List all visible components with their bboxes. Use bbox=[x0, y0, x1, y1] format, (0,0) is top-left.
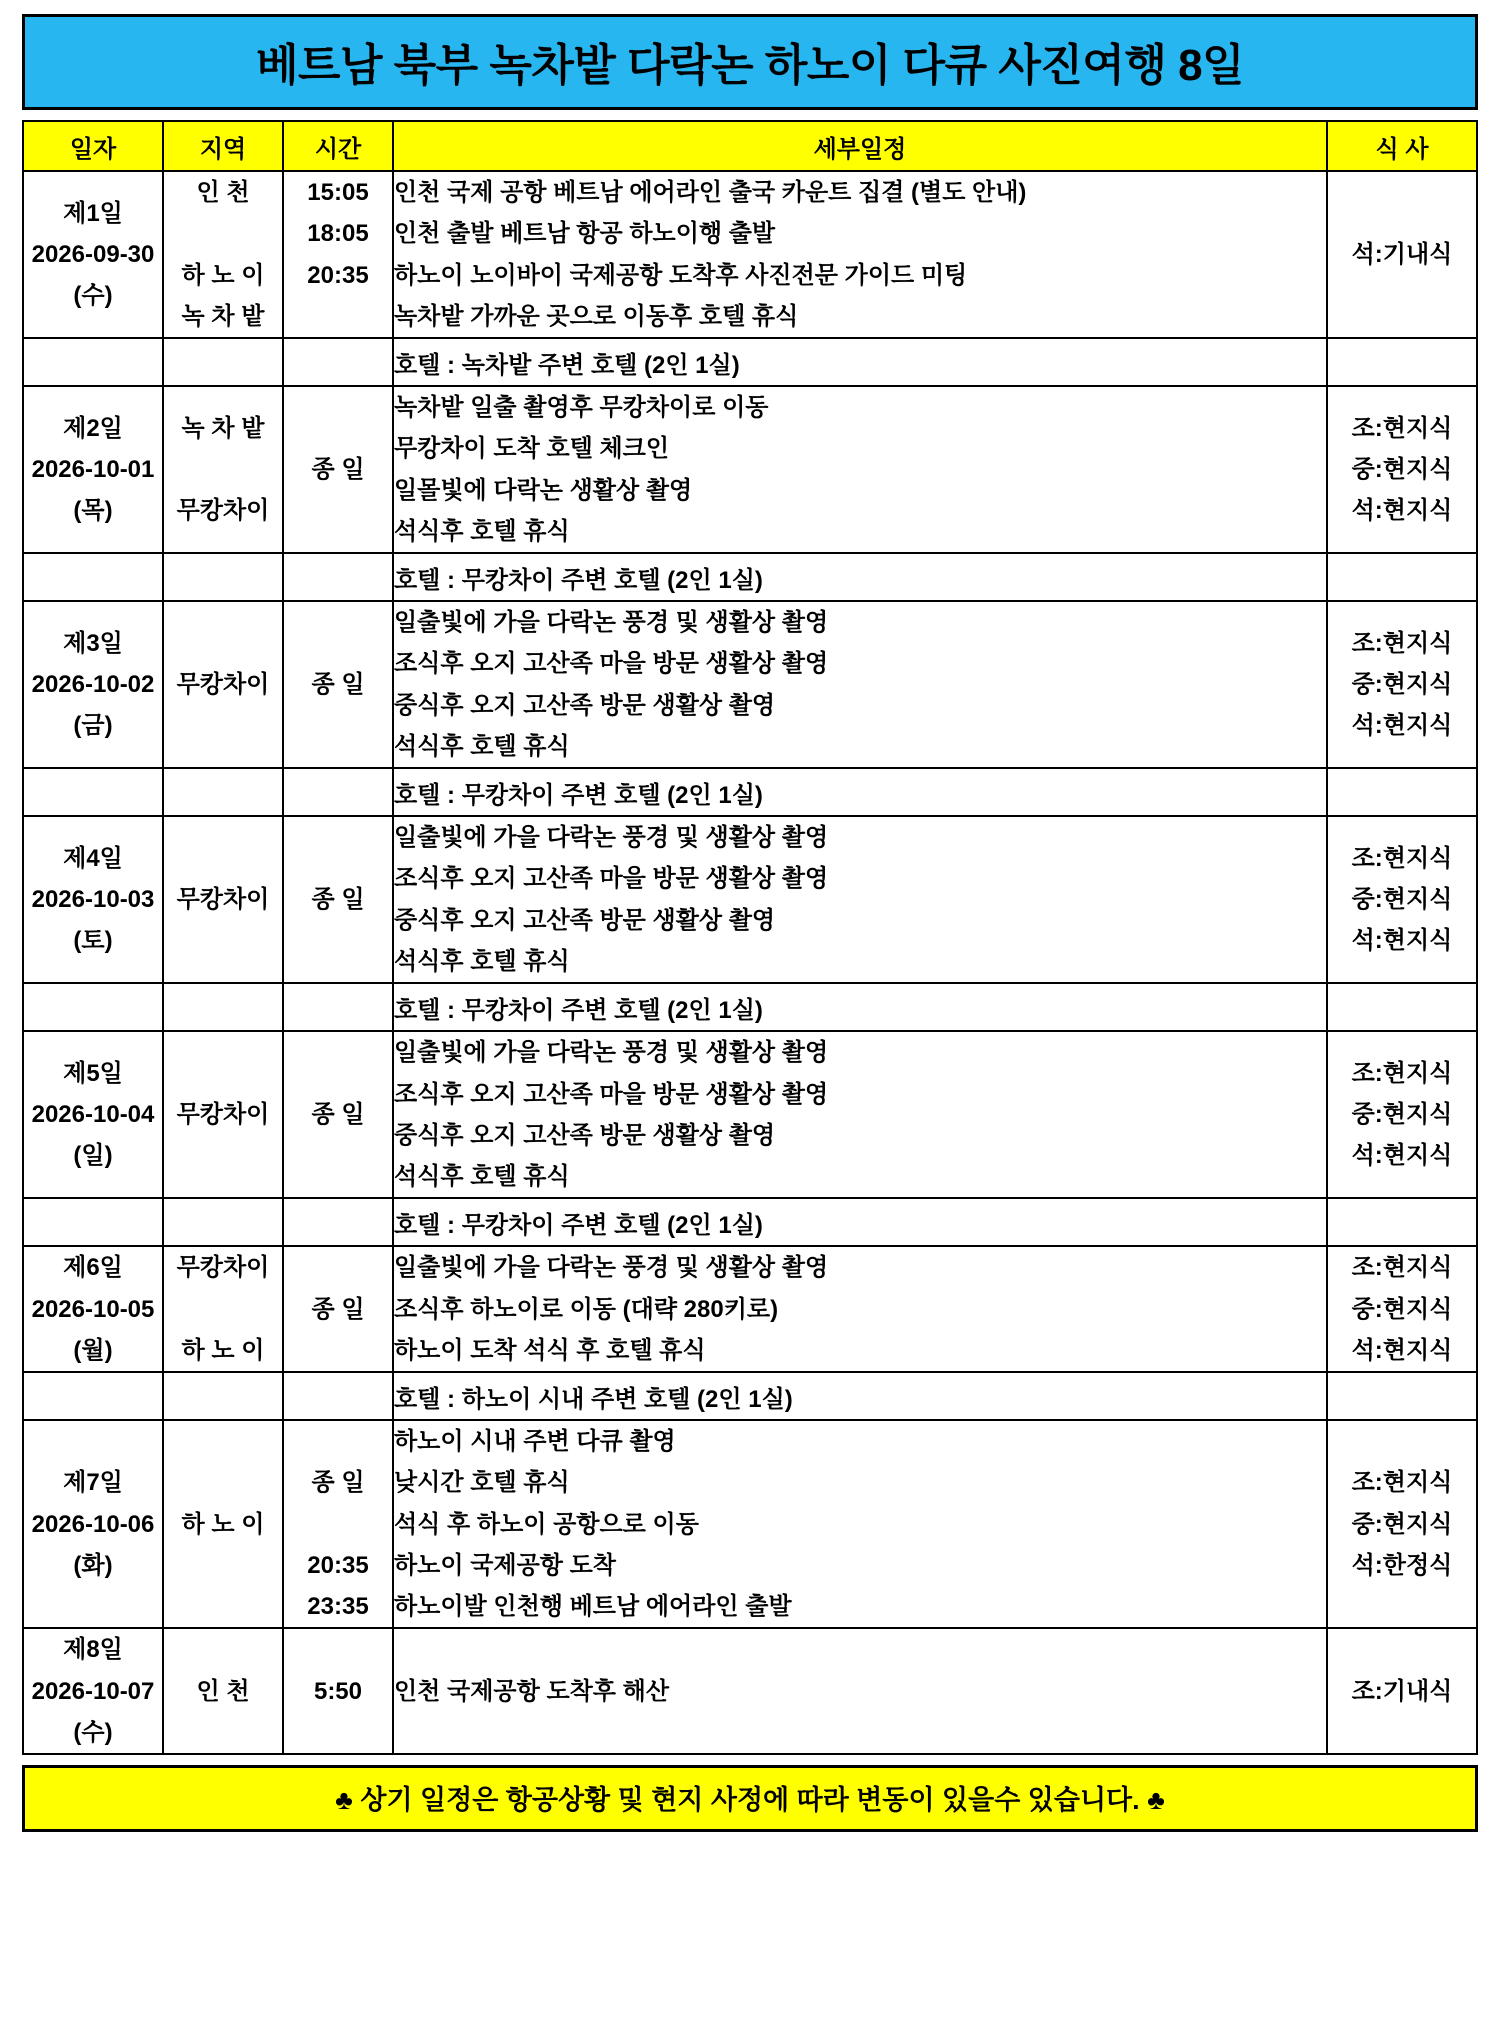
day-area-line: 무캉차이 bbox=[176, 497, 270, 525]
day-area-line: 하 노 이 bbox=[181, 1510, 265, 1538]
day-detail-line: 일몰빛에 다락논 생활상 촬영 bbox=[394, 476, 693, 504]
day-area bbox=[163, 386, 283, 553]
hotel-row bbox=[23, 338, 1477, 386]
day-meal-line: 석:현지식 bbox=[1351, 1336, 1453, 1364]
day-meal-line: 중:현지식 bbox=[1351, 1101, 1453, 1129]
day-detail-line: 석식후 호텔 휴식 bbox=[394, 947, 570, 975]
hotel-row-blank-meal bbox=[1327, 1372, 1477, 1420]
day-detail-line: 조식후 오지 고산족 마을 방문 생활상 촬영 bbox=[394, 1080, 829, 1108]
day-meal bbox=[1327, 386, 1477, 553]
day-meal bbox=[1327, 816, 1477, 983]
day-area bbox=[163, 1628, 283, 1754]
day-date bbox=[23, 1246, 163, 1372]
day-area-line: 무캉차이 bbox=[176, 1254, 270, 1282]
hotel-row-blank-date bbox=[23, 1372, 163, 1420]
day-detail-line: 석식 후 하노이 공항으로 이동 bbox=[394, 1510, 699, 1538]
day-date-line: (토) bbox=[73, 927, 113, 955]
hotel-row-blank-area bbox=[163, 1198, 283, 1246]
day-meal bbox=[1327, 1628, 1477, 1754]
day-detail-line: 하노이 노이바이 국제공항 도착후 사진전문 가이드 미팅 bbox=[394, 261, 968, 289]
day-time-line: 20:35 bbox=[307, 261, 369, 289]
day-detail bbox=[393, 1031, 1327, 1198]
day-meal-line: 조:현지식 bbox=[1351, 629, 1453, 657]
hotel-row-blank-meal bbox=[1327, 983, 1477, 1031]
hotel-info: 호텔 : 무캉차이 주변 호텔 (2인 1실) bbox=[393, 768, 1327, 816]
day-area-line: 녹 차 밭 bbox=[181, 302, 265, 330]
day-date-line: 2026-10-02 bbox=[31, 671, 155, 699]
day-detail-line: 석식후 호텔 휴식 bbox=[394, 732, 570, 760]
table-row bbox=[23, 1628, 1477, 1754]
day-date-line: 2026-10-01 bbox=[31, 455, 155, 483]
day-detail bbox=[393, 1420, 1327, 1628]
day-area-line: 무캉차이 bbox=[176, 886, 270, 914]
day-date-line: (월) bbox=[73, 1336, 113, 1364]
hotel-info: 호텔 : 녹차밭 주변 호텔 (2인 1실) bbox=[393, 338, 1327, 386]
day-date-line: 제4일 bbox=[63, 844, 123, 872]
day-time-line: 종 일 bbox=[311, 671, 365, 699]
hotel-row-blank-area bbox=[163, 1372, 283, 1420]
day-date bbox=[23, 816, 163, 983]
page-title: 베트남 북부 녹차밭 다락논 하노이 다큐 사진여행 8일 bbox=[22, 14, 1478, 110]
day-detail-line: 석식후 호텔 휴식 bbox=[394, 1163, 570, 1191]
day-area-line: 녹 차 밭 bbox=[181, 414, 265, 442]
column-header-detail: 세부일정 bbox=[393, 121, 1327, 171]
day-time bbox=[283, 171, 393, 338]
day-date-line: (일) bbox=[73, 1142, 113, 1170]
day-detail-line: 낮시간 호텔 휴식 bbox=[394, 1469, 570, 1497]
hotel-row-blank-date bbox=[23, 983, 163, 1031]
day-meal-line: 조:현지식 bbox=[1351, 1469, 1453, 1497]
day-meal bbox=[1327, 171, 1477, 338]
day-date-line: 제7일 bbox=[63, 1469, 123, 1497]
day-date-line: 2026-10-05 bbox=[31, 1295, 155, 1323]
day-area-line bbox=[164, 1289, 282, 1330]
day-detail-line: 무캉차이 도착 호텔 체크인 bbox=[394, 435, 670, 463]
day-detail-line: 하노이발 인천행 베트남 에어라인 출발 bbox=[394, 1593, 792, 1621]
hotel-row-blank-date bbox=[23, 1198, 163, 1246]
day-meal-line: 조:기내식 bbox=[1351, 1677, 1453, 1705]
day-meal-line: 조:현지식 bbox=[1351, 1254, 1453, 1282]
column-header-date: 일자 bbox=[23, 121, 163, 171]
day-date-line: 제5일 bbox=[63, 1059, 123, 1087]
day-time bbox=[283, 1031, 393, 1198]
day-date-line: 제8일 bbox=[63, 1636, 123, 1664]
hotel-row-blank-meal bbox=[1327, 338, 1477, 386]
day-time-line: 18:05 bbox=[307, 220, 369, 248]
day-date bbox=[23, 386, 163, 553]
hotel-info: 호텔 : 무캉차이 주변 호텔 (2인 1실) bbox=[393, 553, 1327, 601]
day-meal bbox=[1327, 1246, 1477, 1372]
hotel-row-blank-area bbox=[163, 553, 283, 601]
day-meal-line: 중:현지식 bbox=[1351, 886, 1453, 914]
day-time-line: 종 일 bbox=[311, 455, 365, 483]
day-detail bbox=[393, 171, 1327, 338]
day-detail-line: 인천 국제 공항 베트남 에어라인 출국 카운트 집결 (별도 안내) bbox=[394, 179, 1027, 206]
day-detail-line: 중식후 오지 고산족 방문 생활상 촬영 bbox=[394, 906, 776, 934]
day-time-line: 5:50 bbox=[313, 1677, 363, 1705]
day-detail-line: 조식후 오지 고산족 마을 방문 생활상 촬영 bbox=[394, 865, 829, 893]
day-time-line: 종 일 bbox=[311, 1101, 365, 1129]
column-header-area: 지역 bbox=[163, 121, 283, 171]
day-area bbox=[163, 601, 283, 768]
table-row bbox=[23, 171, 1477, 338]
day-detail-line: 녹차밭 일출 촬영후 무캉차이로 이동 bbox=[394, 394, 769, 422]
day-meal-line: 석:현지식 bbox=[1351, 927, 1453, 955]
day-detail bbox=[393, 1628, 1327, 1754]
hotel-row-blank-time bbox=[283, 553, 393, 601]
day-detail-line: 일출빛에 가을 다락논 풍경 및 생활상 촬영 bbox=[394, 824, 829, 852]
day-time-line: 종 일 bbox=[311, 1469, 365, 1497]
day-date-line: (금) bbox=[73, 712, 113, 740]
day-detail-line: 중식후 오지 고산족 방문 생활상 촬영 bbox=[394, 1121, 776, 1149]
day-detail-line: 하노이 도착 석식 후 호텔 휴식 bbox=[394, 1336, 706, 1364]
hotel-row-blank-time bbox=[283, 338, 393, 386]
day-area bbox=[163, 1246, 283, 1372]
footer-note: ♣ 상기 일정은 항공상황 및 현지 사정에 따라 변동이 있을수 있습니다. ♣ bbox=[22, 1765, 1478, 1832]
day-date-line: (목) bbox=[73, 497, 113, 525]
day-time bbox=[283, 1420, 393, 1628]
day-meal-line: 중:현지식 bbox=[1351, 671, 1453, 699]
day-area bbox=[163, 1420, 283, 1628]
day-date-line: (수) bbox=[73, 1718, 113, 1746]
itinerary-body bbox=[23, 171, 1477, 1754]
day-date bbox=[23, 1628, 163, 1754]
day-detail-line: 인천 출발 베트남 항공 하노이행 출발 bbox=[394, 220, 776, 248]
hotel-row-blank-meal bbox=[1327, 1198, 1477, 1246]
day-area-line bbox=[164, 449, 282, 490]
day-date-line: 제2일 bbox=[63, 414, 123, 442]
hotel-row-blank-time bbox=[283, 768, 393, 816]
day-meal-line: 중:현지식 bbox=[1351, 1295, 1453, 1323]
day-area-line: 인 천 bbox=[196, 1677, 250, 1705]
table-header-row bbox=[23, 121, 1477, 171]
hotel-row-blank-area bbox=[163, 983, 283, 1031]
day-date-line: 2026-10-06 bbox=[31, 1510, 155, 1538]
hotel-info: 호텔 : 하노이 시내 주변 호텔 (2인 1실) bbox=[393, 1372, 1327, 1420]
table-row bbox=[23, 1031, 1477, 1198]
hotel-row-blank-meal bbox=[1327, 768, 1477, 816]
day-meal-line: 조:현지식 bbox=[1351, 1059, 1453, 1087]
hotel-row bbox=[23, 553, 1477, 601]
hotel-row-blank-date bbox=[23, 338, 163, 386]
day-time bbox=[283, 1246, 393, 1372]
day-date-line: (수) bbox=[73, 282, 113, 310]
day-detail-line: 일출빛에 가을 다락논 풍경 및 생활상 촬영 bbox=[394, 1254, 829, 1282]
day-meal-line: 중:현지식 bbox=[1351, 1510, 1453, 1538]
day-detail-line: 석식후 호텔 휴식 bbox=[394, 517, 570, 545]
day-date bbox=[23, 1420, 163, 1628]
day-detail bbox=[393, 816, 1327, 983]
day-meal bbox=[1327, 1031, 1477, 1198]
day-meal-line: 석:현지식 bbox=[1351, 497, 1453, 525]
day-date-line: 제1일 bbox=[63, 199, 123, 227]
day-meal-line: 석:현지식 bbox=[1351, 712, 1453, 740]
day-date-line: 2026-10-07 bbox=[31, 1677, 155, 1705]
day-detail-line: 조식후 하노이로 이동 (대략 280키로) bbox=[394, 1295, 779, 1323]
hotel-row bbox=[23, 983, 1477, 1031]
day-time-line bbox=[284, 296, 392, 337]
day-meal-line: 석:한정식 bbox=[1351, 1551, 1453, 1579]
day-detail-line: 녹차밭 가까운 곳으로 이동후 호텔 휴식 bbox=[394, 302, 799, 330]
hotel-row-blank-date bbox=[23, 553, 163, 601]
day-area bbox=[163, 171, 283, 338]
day-detail-line: 일출빛에 가을 다락논 풍경 및 생활상 촬영 bbox=[394, 609, 829, 637]
day-detail-line: 중식후 오지 고산족 방문 생활상 촬영 bbox=[394, 691, 776, 719]
day-detail bbox=[393, 1246, 1327, 1372]
day-date-line: 2026-09-30 bbox=[31, 240, 155, 268]
day-time bbox=[283, 601, 393, 768]
day-meal-line: 조:현지식 bbox=[1351, 414, 1453, 442]
day-area-line: 무캉차이 bbox=[176, 1101, 270, 1129]
day-meal-line: 중:현지식 bbox=[1351, 455, 1453, 483]
day-time-line: 20:35 bbox=[307, 1551, 369, 1579]
day-area-line bbox=[164, 213, 282, 254]
hotel-row bbox=[23, 768, 1477, 816]
day-date bbox=[23, 171, 163, 338]
day-time bbox=[283, 1628, 393, 1754]
hotel-row-blank-area bbox=[163, 768, 283, 816]
day-area-line: 인 천 bbox=[196, 179, 250, 206]
day-date-line: 2026-10-04 bbox=[31, 1101, 155, 1129]
hotel-row-blank-meal bbox=[1327, 553, 1477, 601]
day-date-line: 2026-10-03 bbox=[31, 886, 155, 914]
day-detail-line: 조식후 오지 고산족 마을 방문 생활상 촬영 bbox=[394, 650, 829, 678]
day-detail-line: 하노이 국제공항 도착 bbox=[394, 1551, 616, 1579]
hotel-info: 호텔 : 무캉차이 주변 호텔 (2인 1실) bbox=[393, 983, 1327, 1031]
itinerary-table bbox=[22, 120, 1478, 1755]
day-detail bbox=[393, 386, 1327, 553]
day-area-line: 무캉차이 bbox=[176, 671, 270, 699]
day-time-line: 23:35 bbox=[307, 1593, 369, 1621]
hotel-row-blank-date bbox=[23, 768, 163, 816]
day-detail-line: 인천 국제공항 도착후 해산 bbox=[394, 1677, 670, 1705]
hotel-info: 호텔 : 무캉차이 주변 호텔 (2인 1실) bbox=[393, 1198, 1327, 1246]
table-row bbox=[23, 1246, 1477, 1372]
day-detail-line: 일출빛에 가을 다락논 풍경 및 생활상 촬영 bbox=[394, 1039, 829, 1067]
hotel-row-blank-area bbox=[163, 338, 283, 386]
day-meal-line: 석:현지식 bbox=[1351, 1142, 1453, 1170]
day-date bbox=[23, 601, 163, 768]
hotel-row bbox=[23, 1372, 1477, 1420]
day-area bbox=[163, 816, 283, 983]
day-area-line: 하 노 이 bbox=[181, 1336, 265, 1364]
day-meal-line: 조:현지식 bbox=[1351, 844, 1453, 872]
day-time bbox=[283, 386, 393, 553]
table-row bbox=[23, 1420, 1477, 1628]
hotel-row-blank-time bbox=[283, 1198, 393, 1246]
day-meal-line: 석:기내식 bbox=[1351, 240, 1453, 268]
day-time bbox=[283, 816, 393, 983]
hotel-row-blank-time bbox=[283, 983, 393, 1031]
day-time-line: 종 일 bbox=[311, 1295, 365, 1323]
day-meal bbox=[1327, 601, 1477, 768]
table-row bbox=[23, 816, 1477, 983]
day-time-line: 종 일 bbox=[311, 886, 365, 914]
day-date-line: 제3일 bbox=[63, 629, 123, 657]
day-area bbox=[163, 1031, 283, 1198]
day-detail-line: 하노이 시내 주변 다큐 촬영 bbox=[394, 1428, 676, 1456]
table-row bbox=[23, 601, 1477, 768]
day-time-line bbox=[284, 1504, 392, 1545]
day-detail bbox=[393, 601, 1327, 768]
day-time-line bbox=[284, 1421, 392, 1462]
day-date-line: 제6일 bbox=[63, 1254, 123, 1282]
hotel-row-blank-time bbox=[283, 1372, 393, 1420]
day-time-line: 15:05 bbox=[307, 179, 369, 206]
hotel-row bbox=[23, 1198, 1477, 1246]
column-header-time: 시간 bbox=[283, 121, 393, 171]
day-area-line: 하 노 이 bbox=[181, 261, 265, 289]
day-date-line: (화) bbox=[73, 1551, 113, 1579]
column-header-meal: 식 사 bbox=[1327, 121, 1477, 171]
table-row bbox=[23, 386, 1477, 553]
day-date bbox=[23, 1031, 163, 1198]
day-meal bbox=[1327, 1420, 1477, 1628]
